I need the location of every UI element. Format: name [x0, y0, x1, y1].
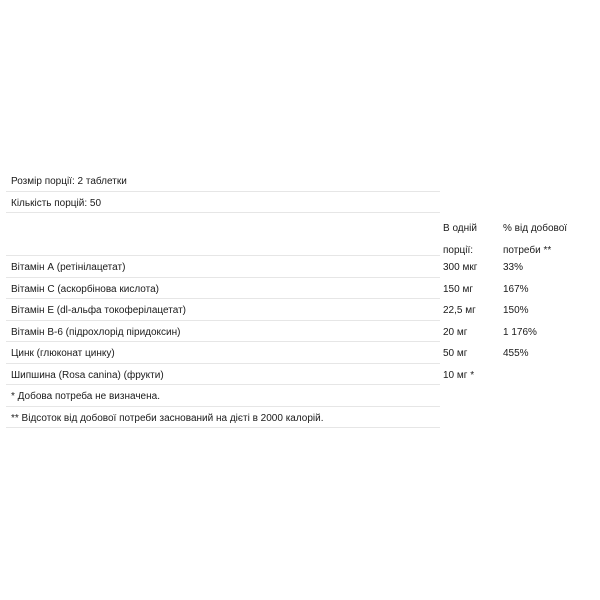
nutrient-amount: 50 мг — [443, 348, 468, 359]
serving-count-text: Кількість порцій: 50 — [11, 197, 102, 209]
nutrient-name: Вітамін А (ретінілацетат) — [11, 262, 126, 273]
nutrient-amount: 22,5 мг — [443, 305, 476, 316]
nutrient-amount: 10 мг * — [443, 369, 475, 381]
amount-per-serving-header: В одній порції: — [443, 223, 477, 256]
nutrient-name: Вітамін Е (dl-альфа токоферілацетат) — [11, 305, 186, 316]
nutrient-row — [6, 342, 529, 364]
nutrient-row — [6, 299, 529, 321]
nutrient-row — [6, 278, 529, 300]
footnote-daily-value-basis: ** Відсоток від добової потреби заснований на дієті в 2000 калорій. — [11, 412, 324, 424]
nutrient-daily-value: 33% — [503, 262, 524, 273]
footnote-row — [6, 407, 440, 429]
serving-size-row — [6, 170, 440, 192]
daily-value-header: % від добової потреби ** — [503, 223, 568, 256]
nutrient-row — [6, 364, 475, 386]
nutrient-daily-value: 150% — [503, 305, 529, 316]
supplement-facts-table — [6, 170, 568, 428]
footnote-row — [6, 385, 440, 407]
nutrient-name: Вітамін С (аскорбінова кислота) — [11, 283, 160, 295]
nutrient-name: Вітамін В-6 (підрохлорід піридоксин) — [11, 326, 181, 338]
nutrient-name: Цинк (глюконат цинку) — [11, 348, 115, 359]
nutrient-name: Шипшина (Rosa canina) (фрукти) — [11, 369, 164, 381]
nutrient-amount: 20 мг — [443, 326, 468, 338]
nutrient-amount: 300 мкг — [443, 262, 478, 273]
nutrient-amount: 150 мг — [443, 283, 473, 295]
nutrient-daily-value: 455% — [503, 348, 529, 359]
nutrient-row — [6, 256, 524, 278]
nutrient-daily-value: 167% — [503, 283, 529, 295]
nutrient-daily-value: 1 176% — [503, 326, 537, 338]
footnote-not-established: * Добова потреба не визначена. — [11, 391, 160, 402]
serving-count-row — [6, 192, 440, 214]
nutrient-row — [6, 321, 537, 343]
serving-size-text: Розмір порції: 2 таблетки — [11, 176, 127, 187]
column-header-row — [6, 213, 568, 256]
